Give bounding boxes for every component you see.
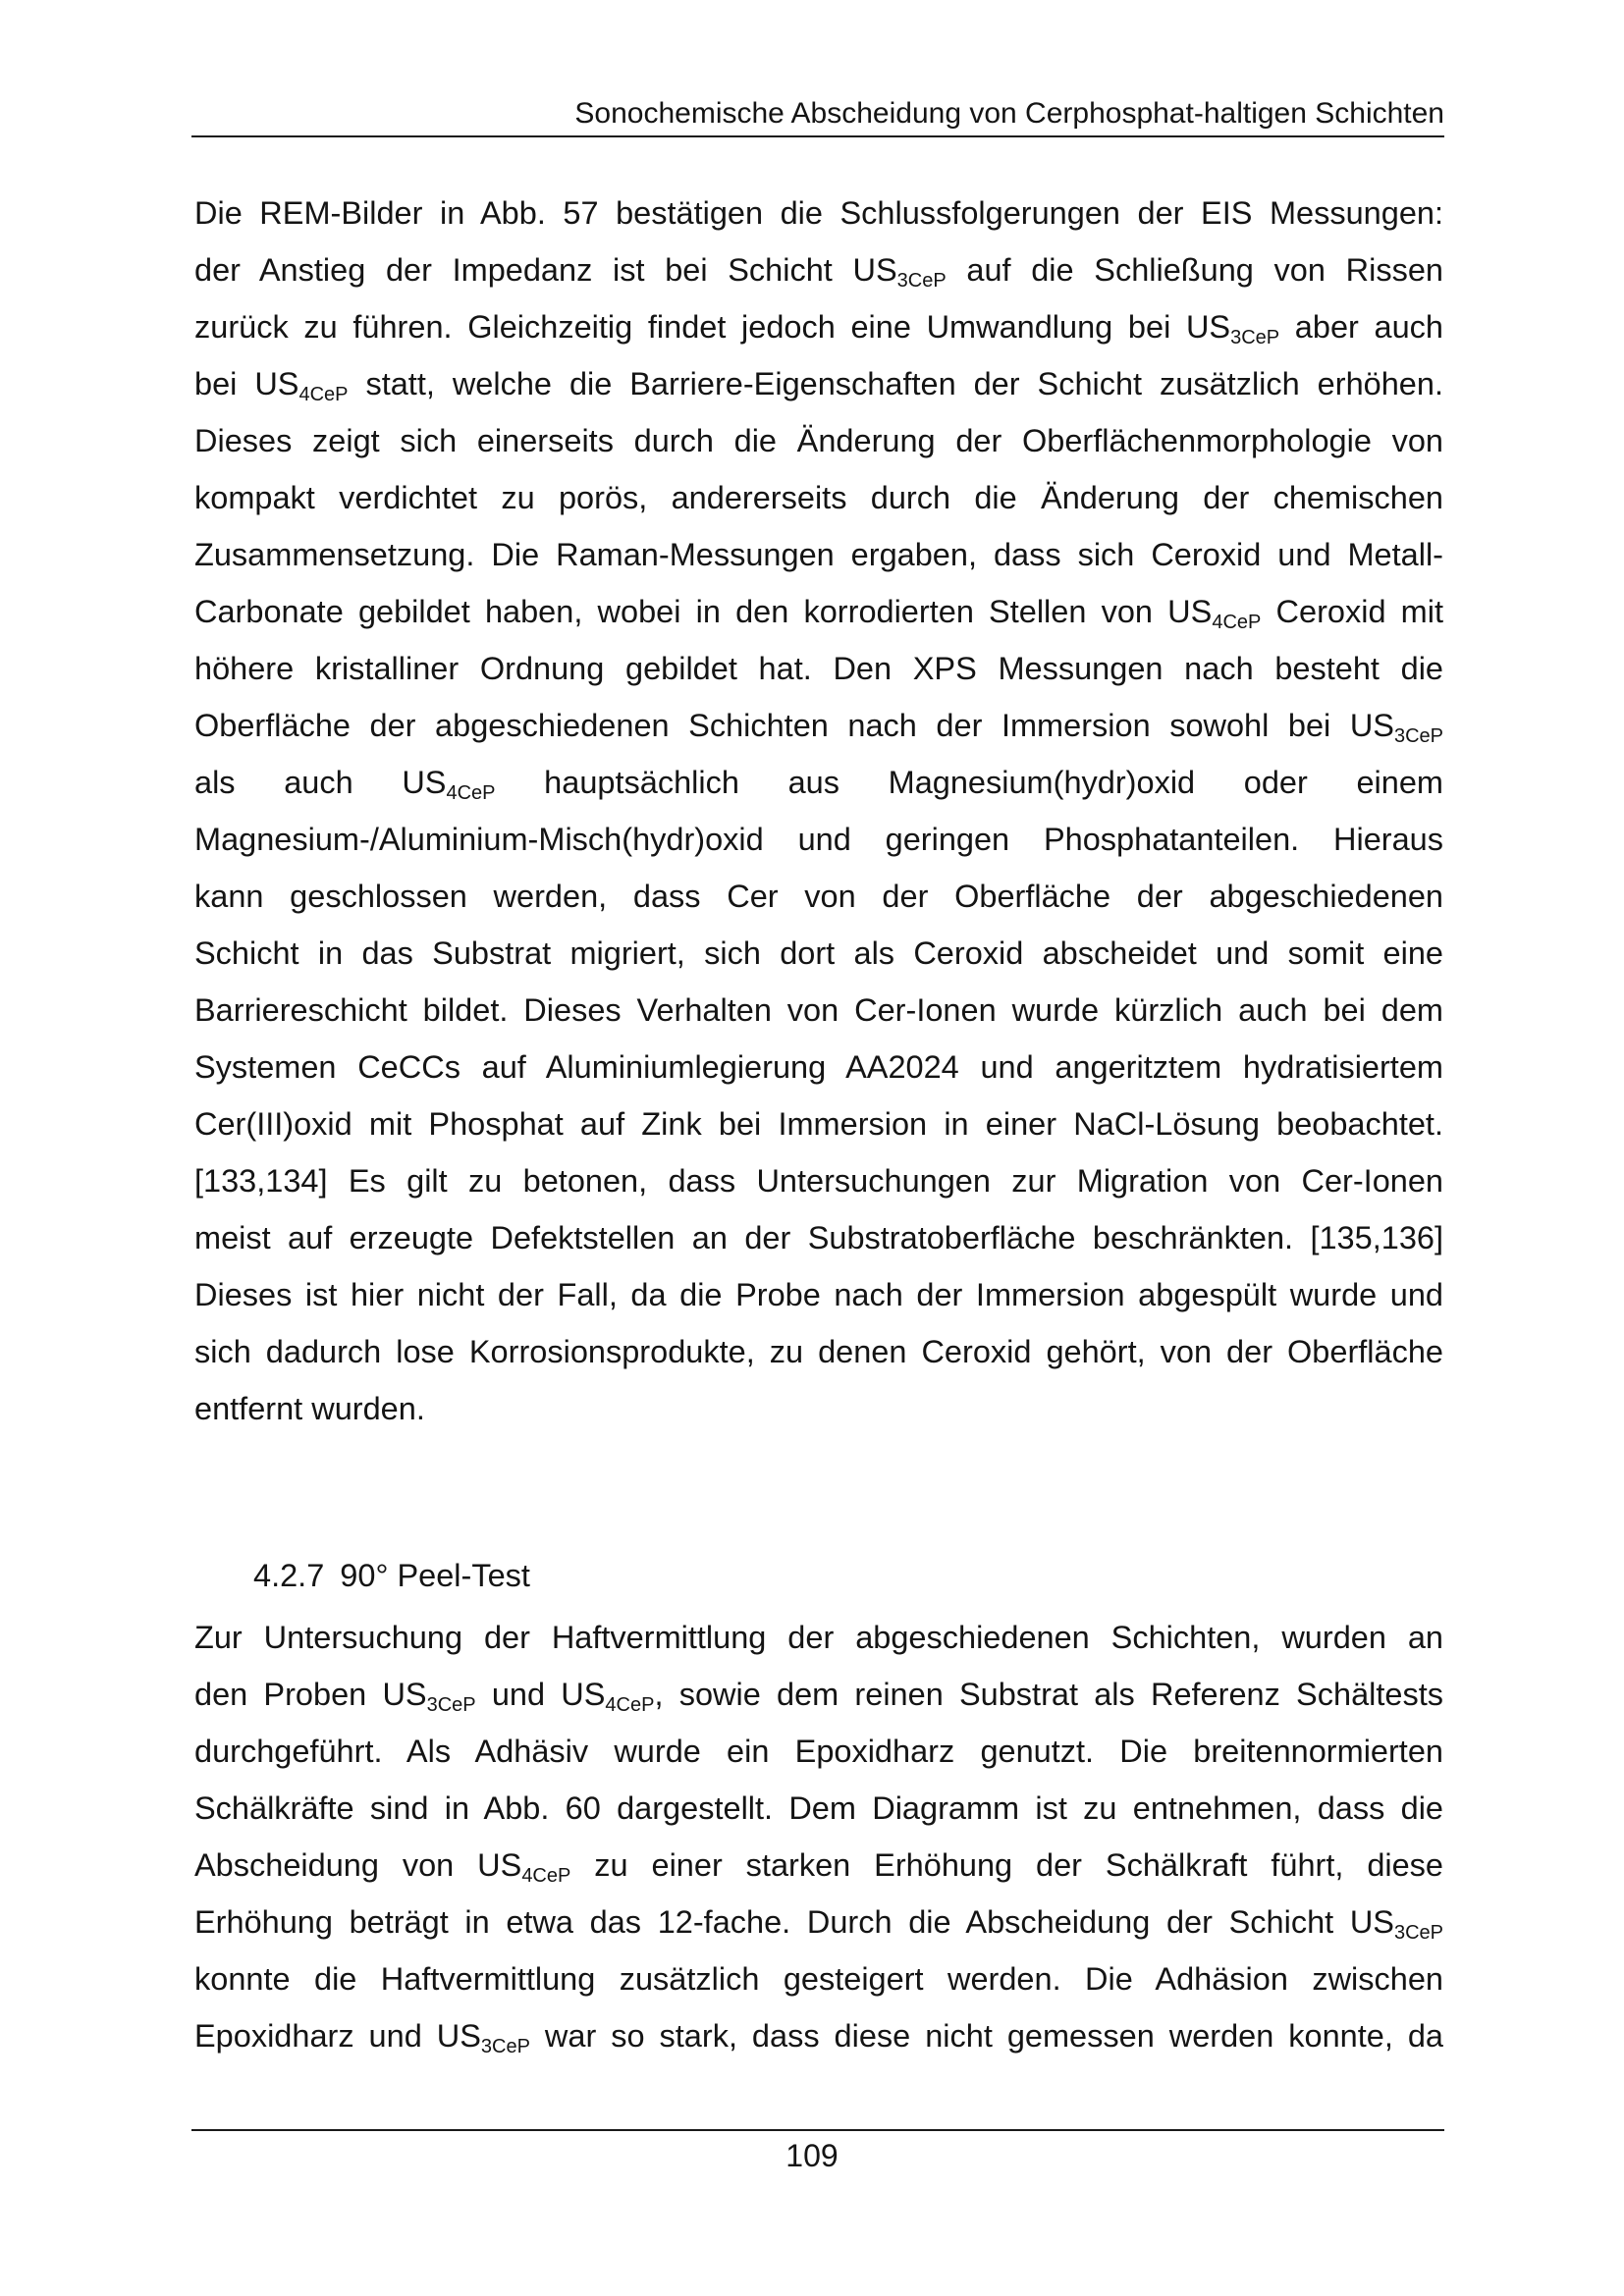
paragraph-1 [194,185,1443,1437]
running-header-title: Sonochemische Abscheidung von Cerphosphat-haltigen Schichten [574,97,1444,130]
text-line: Barriereschicht bildet. Dieses Verhalten von Cer-Ionen wurde kürzlich auch bei dem [194,992,1443,1028]
text-line: bei $US_{4CeP}$ statt, welche die Barriere-Eigenschaften der Schicht zusätzlich erhöhen. [194,366,1443,405]
text-line: Abscheidung von $US_{4CeP}$ zu einer starken Erhöhung der Schälkraft führt, diese [194,1847,1444,1887]
text-line: Systemen CeCCs auf Aluminiumlegierung AA2024 und angeritztem hydratisiertem [194,1049,1443,1085]
text-line: als auch $US_{4CeP}$ hauptsächlich aus Magnesium(hydr)oxid oder einem [194,765,1443,804]
text-line: Schicht in das Substrat migriert, sich dort als Ceroxid abscheidet und somit eine [194,935,1443,971]
text-line: zurück zu führen. Gleichzeitig findet jedoch eine Umwandlung bei $US_{3CeP}$ aber auch [194,309,1443,348]
text-line: Cer(III)oxid mit Phosphat auf Zink bei Immersion in einer NaCl-Lösung beobachtet. [194,1106,1443,1142]
text-line: Die REM-Bilder in Abb. 57 bestätigen die Schlussfolgerungen der EIS Messungen: [194,195,1443,231]
text-line: [133,134] Es gilt zu betonen, dass Untersuchungen zur Migration von Cer-Ionen [194,1163,1443,1199]
text-line: höhere kristalliner Ordnung gebildet hat. Den XPS Messungen nach besteht die [194,651,1443,686]
text-line: sich dadurch lose Korrosionsprodukte, zu denen Ceroxid gehört, von der Oberfläche [194,1334,1443,1369]
text-line: Epoxidharz und $US_{3CeP}$ war so stark, dass diese nicht gemessen werden konnte, da [194,2018,1444,2057]
text-line: der Anstieg der Impedanz ist bei Schicht $US_{3CeP}$ auf die Schließung von Rissen [194,252,1443,292]
section-title: 90° Peel-Test [340,1558,530,1593]
text-line: konnte die Haftvermittlung zusätzlich gesteigert werden. Die Adhäsion zwischen [194,1961,1443,1997]
footer-rule [191,2129,1444,2131]
text-line: entfernt wurden. [194,1391,425,1426]
text-line: meist auf erzeugte Defektstellen an der Substratoberfläche beschränkten. [135,136] [194,1220,1443,1255]
text-line: Schälkräfte sind in Abb. 60 dargestellt. Dem Diagramm ist zu entnehmen, dass die [194,1790,1443,1826]
text-line: Zur Untersuchung der Haftvermittlung der abgeschiedenen Schichten, wurden an [194,1620,1443,1655]
text-line: Dieses ist hier nicht der Fall, da die Probe nach der Immersion abgespült wurde und [194,1277,1443,1312]
text-line: Dieses zeigt sich einerseits durch die Änderung der Oberflächenmorphologie von [194,423,1443,458]
page-number: 109 [785,2138,839,2173]
text-line: Erhöhung beträgt in etwa das 12-fache. Durch die Abscheidung der Schicht $US_{3CeP}$ [194,1904,1443,1944]
text-line: Magnesium-/Aluminium-Misch(hydr)oxid und geringen Phosphatanteilen. Hieraus [194,822,1443,857]
text-line: Zusammensetzung. Die Raman-Messungen ergaben, dass sich Ceroxid und Metall- [194,537,1443,572]
text-line: durchgeführt. Als Adhäsiv wurde ein Epoxidharz genutzt. Die breitennormierten [194,1734,1443,1769]
header-rule [191,135,1444,137]
text-line: Oberfläche der abgeschiedenen Schichten nach der Immersion sowohl bei $US_{3CeP}$ [194,708,1443,747]
text-line: Carbonate gebildet haben, wobei in den korrodierten Stellen von $US_{4CeP}$ Ceroxid mit [194,594,1444,633]
text-line: kann geschlossen werden, dass Cer von der Oberfläche der abgeschiedenen [194,879,1443,914]
text-line: den Proben $US_{3CeP}$ und $US_{4CeP}$, sowie dem reinen Substrat als Referenz Schältests [194,1677,1443,1716]
section-number: 4.2.7 [253,1558,325,1593]
paragraph-2 [194,1609,1443,2064]
text-line: kompakt verdichtet zu porös, andererseits durch die Änderung der chemischen [194,480,1443,515]
section-heading [253,1551,530,1600]
